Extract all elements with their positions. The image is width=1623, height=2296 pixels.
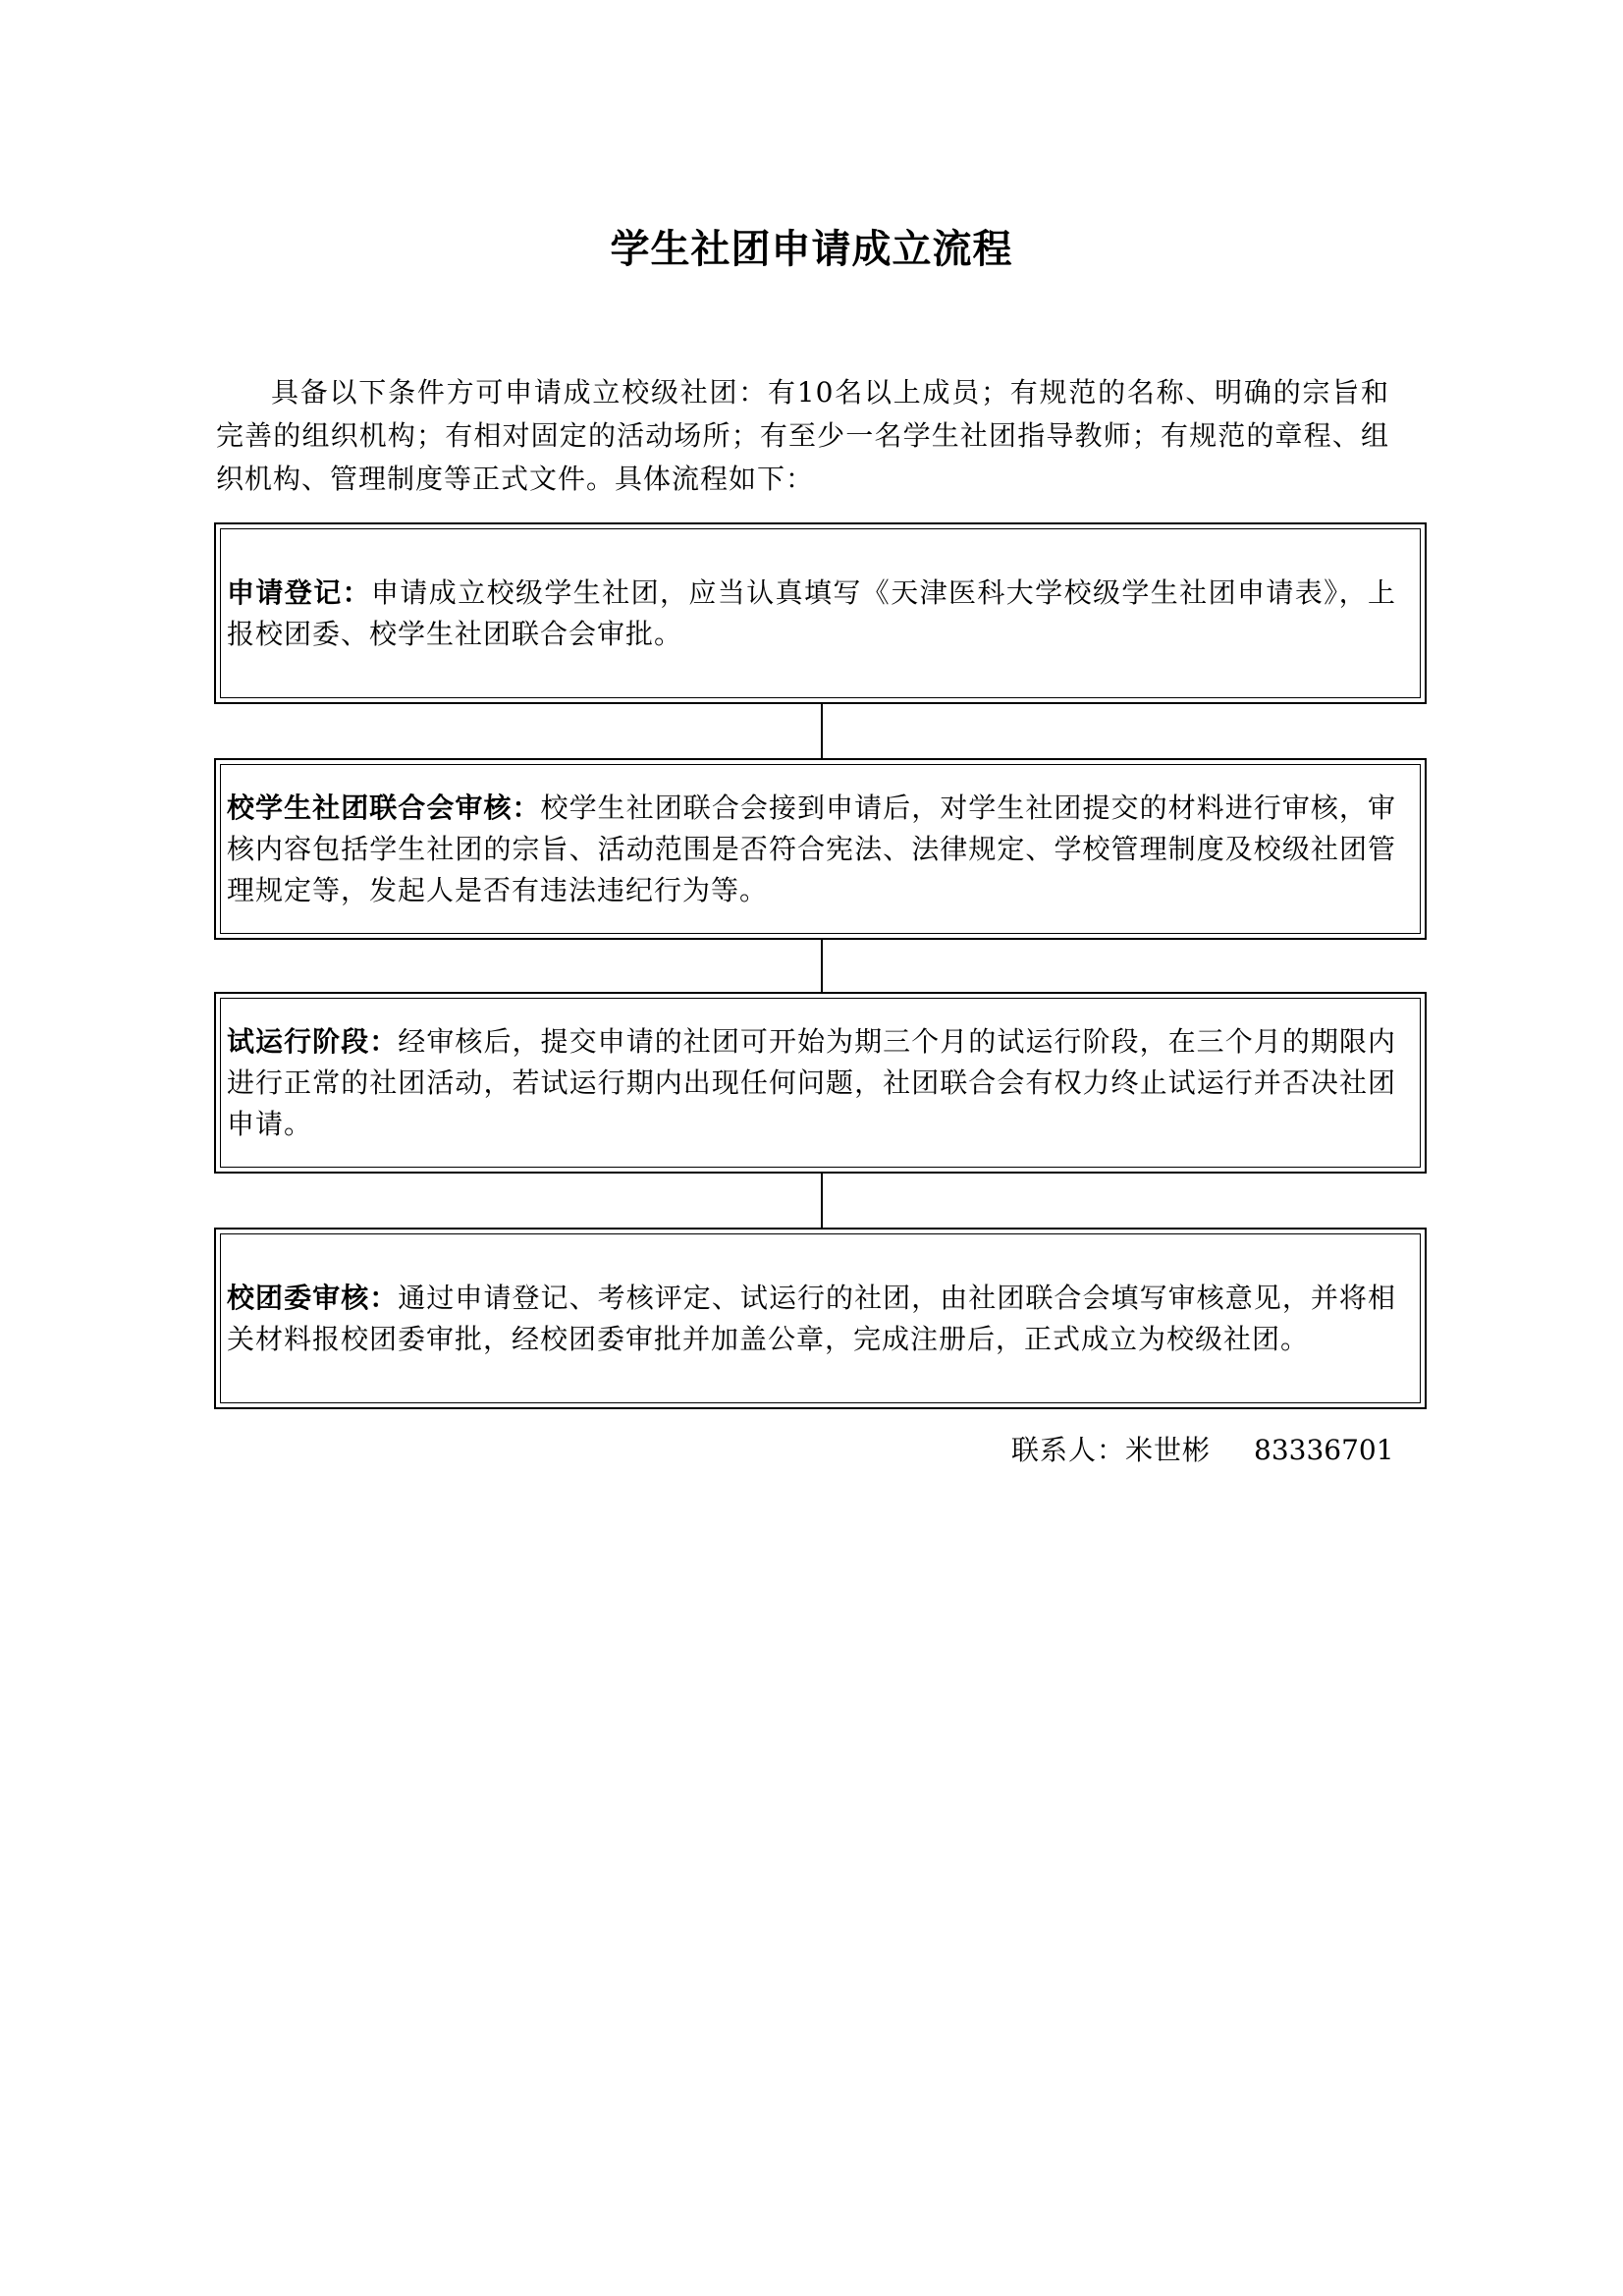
page-title: 学生社团申请成立流程 <box>610 226 1013 272</box>
step-description: 通过申请登记、考核评定、试运行的社团，由社团联合会填写审核意见，并将相关材料报校团委审批，经校团委审批并加盖公章，完成注册后，正式成立为校级社团。 <box>227 1281 1396 1355</box>
step-box-trial-run <box>214 992 1427 1174</box>
flow-connector <box>821 940 823 992</box>
step-text <box>227 1278 1396 1360</box>
step-box-league-review <box>214 1228 1427 1409</box>
step-text <box>227 573 1396 655</box>
contact-person: 联系人：米世彬 <box>1011 1434 1212 1466</box>
intro-paragraph: 具备以下条件方可申请成立校级社团：有10名以上成员；有规范的名称、明确的宗旨和完善的组织机构；有相对固定的活动场所；有至少一名学生社团指导教师；有规范的章程、组织机构、管理制度等正式文件。具体流程如下： <box>216 376 1389 495</box>
flow-connector <box>821 1174 823 1228</box>
step-description: 申请成立校级学生社团，应当认真填写《天津医科大学校级学生社团申请表》，上报校团委、校学生社团联合会审批。 <box>227 575 1396 650</box>
step-box-union-review <box>214 758 1427 940</box>
step-box-inner <box>220 1233 1421 1403</box>
step-text <box>227 788 1396 911</box>
step-box-inner <box>220 998 1421 1168</box>
step-description: 校学生社团联合会接到申请后，对学生社团提交的材料进行审核，审核内容包括学生社团的宗旨、活动范围是否符合宪法、法律规定、学校管理制度及校级社团管理规定等，发起人是否有违法违纪行为等。 <box>227 791 1396 906</box>
contact-line <box>1011 1429 1394 1468</box>
step-description: 经审核后，提交申请的社团可开始为期三个月的试运行阶段，在三个月的期限内进行正常的社团活动，若试运行期内出现任何问题，社团联合会有权力终止试运行并否决社团申请。 <box>227 1024 1396 1140</box>
step-box-inner <box>220 528 1421 698</box>
step-box-application <box>214 522 1427 704</box>
step-label: 校团委审核： <box>227 1281 399 1314</box>
step-label: 校学生社团联合会审核： <box>227 791 541 824</box>
step-label: 申请登记： <box>227 575 371 609</box>
step-label: 试运行阶段： <box>227 1024 399 1058</box>
step-box-inner <box>220 764 1421 934</box>
contact-phone: 83336701 <box>1254 1434 1394 1466</box>
flow-connector <box>821 704 823 758</box>
step-text <box>227 1021 1396 1145</box>
